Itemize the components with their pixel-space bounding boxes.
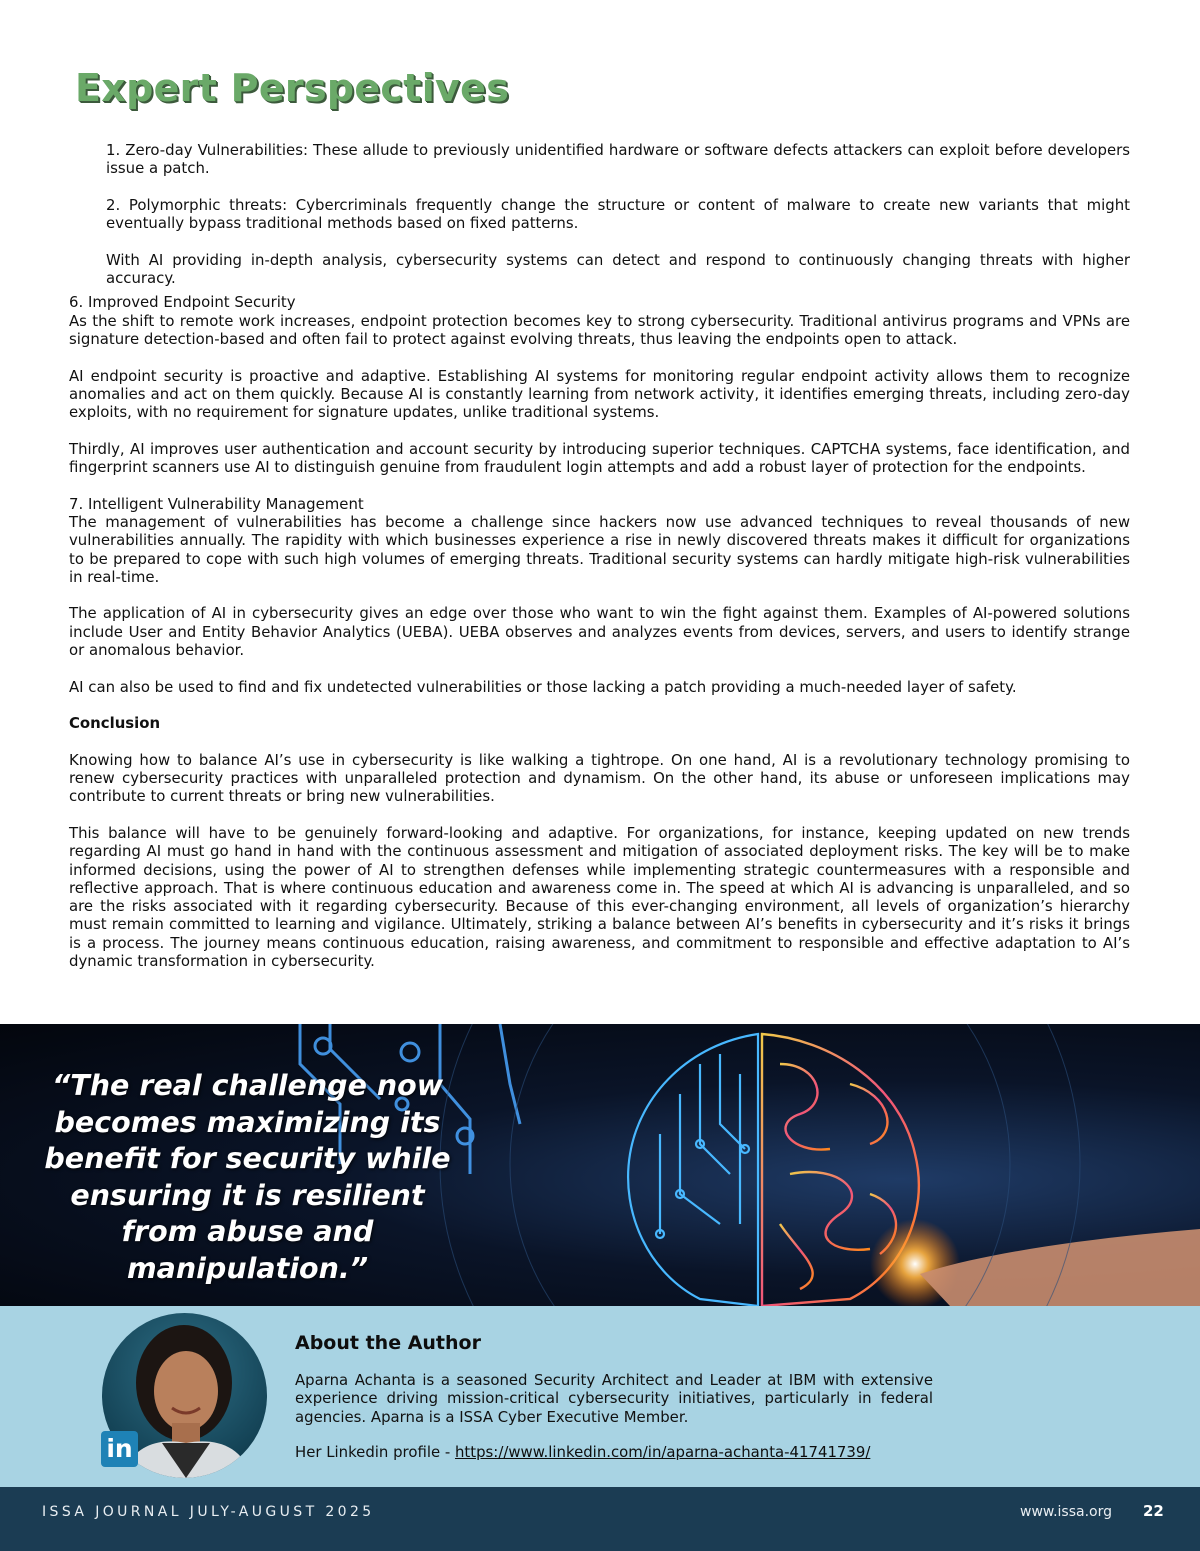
conclusion-paragraph-2: This balance will have to be genuinely forward-looking and adaptive. For organizations, for instance, keeping updated on new trends regarding AI must go hand in hand with the continuous assessment and mitigation of associated deployment risks. The key will be to make informed decisions, using the power of AI to strengthen defenses while implementing strategic countermeasures with a responsible and reflective approach. That is where continuous education and awareness come in. The speed at which AI is advancing is unparalleled, and so are the risks associated with it regarding cybersecurity. Because of this ever-changing environment, all levels of organization’s hierarchy must remain committed to learning and vigilance. Ultimately, striking a balance between AI’s benefits in cybersecurity and it’s risks it brings is a process. The journey means continuous education, raising awareness, and commitment to responsible and effective adaptation to AI’s dynamic transformation in cybersecurity. <box>69 823 1130 971</box>
items-summary: With AI providing in-depth analysis, cybersecurity systems can detect and respond to continuously changing threats with higher accuracy. <box>106 250 1130 288</box>
conclusion-paragraph-1: Knowing how to balance AI’s use in cybersecurity is like walking a tightrope. On one hand, AI is a revolutionary technology promising to renew cybersecurity practices with unparalleled protection and dynamism. On the other hand, its abuse or unforeseen implications may contribute to current threats or bring new vulnerabilities. <box>69 750 1130 806</box>
section-6-paragraph-2: AI endpoint security is proactive and adaptive. Establishing AI systems for monitoring regular endpoint activity allows them to recognize anomalies and act on them quickly. Because AI is constantly learning from network activity, it identifies emerging threats, including zero-day exploits, with no requirement for signature updates, unlike traditional systems. <box>69 366 1130 422</box>
section-6-heading: 6. Improved Endpoint Security <box>69 293 296 312</box>
journal-name: ISSA JOURNAL JULY-AUGUST 2025 <box>42 1504 375 1520</box>
profile-label: Her Linkedin profile - <box>295 1443 455 1461</box>
article-body <box>69 141 1130 970</box>
linkedin-icon[interactable]: in <box>101 1431 138 1467</box>
page-number: 22 <box>1143 1502 1164 1520</box>
conclusion-heading: Conclusion <box>69 714 161 733</box>
zero-day-item: 1. Zero-day Vulnerabilities: These allude to previously unidentified hardware or software defects attackers can exploit before developers issue a patch. <box>106 141 1130 178</box>
page-title: Expert Perspectives <box>75 66 510 110</box>
section-7-paragraph-1: The management of vulnerabilities has become a challenge since hackers now use advanced techniques to reveal thousands of new vulnerabilities annually. The rapidity with which businesses experience a rise in newly discovered threats makes it difficult for organizations to be prepared to cope with such high volumes of emerging threats. Traditional security systems can hardly mitigate high-risk vulnerabilities in real-time. <box>69 512 1130 586</box>
pull-quote: “The real challenge now becomes maximizing its benefit for security while ensuring it is resilient from abuse and manipulation.” <box>44 1069 451 1285</box>
site-url[interactable]: www.issa.org <box>1020 1504 1112 1520</box>
section-6-paragraph-3: Thirdly, AI improves user authentication and account security by introducing superior techniques. CAPTCHA systems, face identification, and fingerprint scanners use AI to distinguish genuine from fraudulent login attempts and add a robust layer of protection for the endpoints. <box>69 439 1130 477</box>
section-6-paragraph-1: As the shift to remote work increases, endpoint protection becomes key to strong cybersecurity. Traditional antivirus programs and VPNs are signature detection-based and often fail to protect against evolving threats, thus leaving the endpoints open to attack. <box>69 311 1130 348</box>
section-7-paragraph-3: AI can also be used to find and fix undetected vulnerabilities or those lacking a patch providing a much-needed layer of safety. <box>69 677 1017 696</box>
linkedin-profile-link[interactable]: https://www.linkedin.com/in/aparna-achanta-41741739/ <box>454 1443 871 1461</box>
linkedin-profile-line <box>295 1443 870 1461</box>
section-7-heading: 7. Intelligent Vulnerability Management <box>69 494 364 513</box>
author-bio: Aparna Achanta is a seasoned Security Architect and Leader at IBM with extensive experience driving mission-critical cybersecurity initiatives, particularly in federal agencies. Aparna is a ISSA Cyber Executive Member. <box>295 1371 933 1426</box>
about-author-heading: About the Author <box>295 1332 481 1354</box>
polymorphic-item: 2. Polymorphic threats: Cybercriminals frequently change the structure or content of malware to create new variants that might eventually bypass traditional methods based on fixed patterns. <box>106 195 1130 233</box>
section-7-paragraph-2: The application of AI in cybersecurity gives an edge over those who want to win the fight against them. Examples of AI-powered solutions include User and Entity Behavior Analytics (UEBA). UEBA observes and analyzes events from devices, servers, and users to identify strange or anomalous behavior. <box>69 604 1130 660</box>
